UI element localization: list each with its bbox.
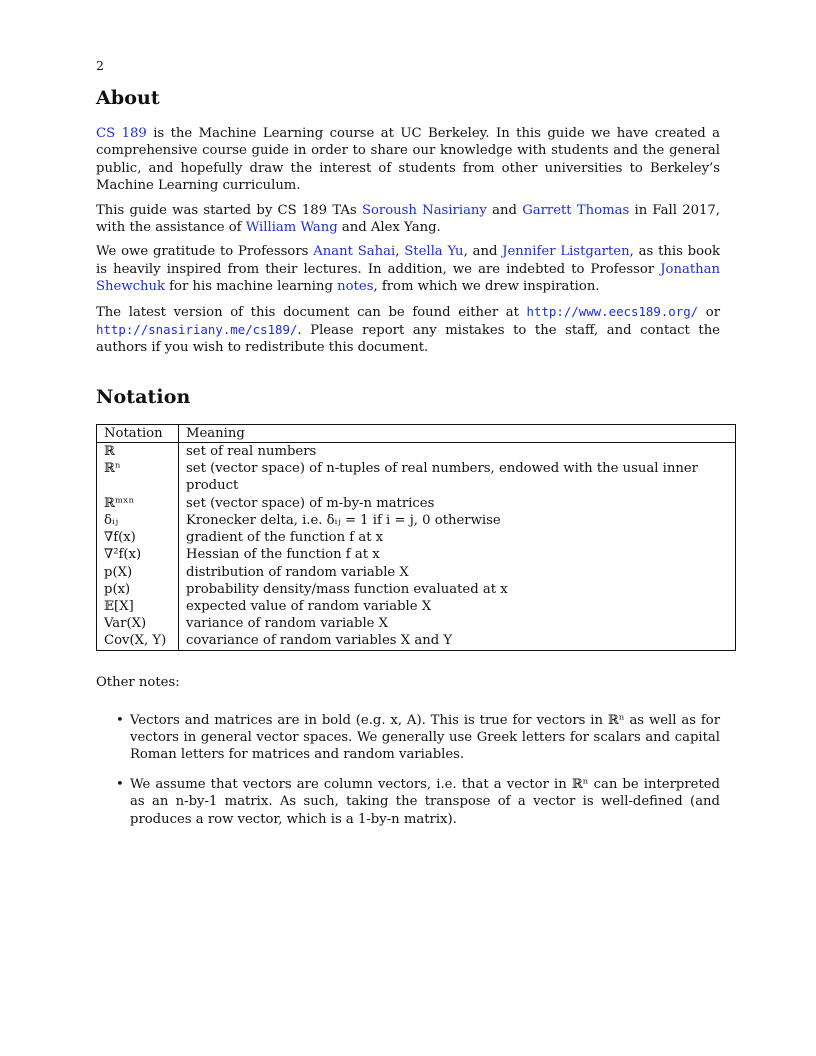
- column-header-meaning: Meaning: [179, 424, 736, 442]
- list-item: • Vectors and matrices are in bold (e.g. x, A). This is true for vectors in ℝⁿ as well as for vectors in general vector spaces. We generally use Greek letters for scalars and capital Roman letters for matrices and random variables.: [116, 712, 720, 763]
- table-row: [97, 546, 736, 563]
- notation-meaning: variance of random variable X: [179, 615, 736, 632]
- notation-meaning: set of real numbers: [179, 443, 736, 461]
- table-row: [97, 460, 736, 494]
- notation-meaning: set (vector space) of m-by-n matrices: [179, 495, 736, 512]
- notation-symbol: 𝔼[X]: [97, 598, 179, 615]
- notation-meaning: covariance of random variables X and Y: [179, 632, 736, 650]
- document-page: [96, 58, 720, 840]
- notation-symbol: ℝ: [97, 443, 179, 461]
- link-anant-sahai[interactable]: Anant Sahai: [313, 244, 396, 260]
- about-paragraph-2: This guide was started by CS 189 TAs Soroush Nasiriany and Garrett Thomas in Fall 2017, with the assistance of William Wang and Alex Yang.: [96, 202, 720, 236]
- notation-symbol: ℝⁿ: [97, 460, 179, 494]
- table-row: [97, 615, 736, 632]
- link-garrett-thomas[interactable]: Garrett Thomas: [522, 202, 630, 218]
- about-paragraph-4: The latest version of this document can be found either at http://www.eecs189.org/ or http://snasiriany.me/cs189/. Please report any mistakes to the staff, and contact the authors if you wish to redistribute this document.: [96, 303, 720, 356]
- table-row: [97, 529, 736, 546]
- bullet-icon: •: [116, 712, 124, 728]
- notation-table: [96, 424, 736, 651]
- link-jennifer-listgarten[interactable]: Jennifer Listgarten: [502, 244, 630, 260]
- table-row: [97, 564, 736, 581]
- notation-symbol: p(x): [97, 581, 179, 598]
- link-notes[interactable]: notes: [337, 279, 374, 295]
- table-row: [97, 495, 736, 512]
- about-heading: About: [96, 87, 160, 109]
- notation-heading: Notation: [96, 385, 191, 408]
- notation-symbol: Var(X): [97, 615, 179, 632]
- notation-meaning: probability density/mass function evaluated at x: [179, 581, 736, 598]
- about-paragraph-1: CS 189 is the Machine Learning course at UC Berkeley. In this guide we have created a comprehensive course guide in order to share our knowledge with students and the general public, and hopefully draw the interest of students from other universities to Berkeley’s Machine Learning curriculum.: [96, 126, 720, 194]
- notation-symbol: ∇f(x): [97, 529, 179, 546]
- notation-meaning: gradient of the function f at x: [179, 529, 736, 546]
- notation-symbol: ℝᵐˣⁿ: [97, 495, 179, 512]
- table-row: [97, 632, 736, 650]
- bullet-icon: •: [116, 776, 124, 792]
- table-header-row: [97, 424, 736, 442]
- link-cs189[interactable]: CS 189: [96, 126, 147, 141]
- notation-meaning: set (vector space) of n-tuples of real numbers, endowed with the usual inner product: [179, 460, 736, 494]
- notation-symbol: δᵢⱼ: [97, 512, 179, 529]
- link-jonathan-shewchuk[interactable]: Jonathan Shewchuk: [96, 261, 720, 295]
- link-snasiriany-url[interactable]: http://snasiriany.me/cs189/: [96, 322, 298, 338]
- other-notes-list: [96, 712, 720, 828]
- link-stella-yu[interactable]: Stella Yu: [404, 244, 464, 260]
- table-row: [97, 512, 736, 529]
- other-notes-label: Other notes:: [96, 674, 180, 690]
- notation-meaning: distribution of random variable X: [179, 564, 736, 581]
- table-row: [97, 443, 736, 461]
- notation-meaning: Kronecker delta, i.e. δᵢⱼ = 1 if i = j, 0 otherwise: [179, 512, 736, 529]
- table-row: [97, 581, 736, 598]
- link-eecs189-url[interactable]: http://www.eecs189.org/: [526, 303, 699, 319]
- column-header-notation: Notation: [97, 424, 179, 442]
- notation-meaning: expected value of random variable X: [179, 598, 736, 615]
- notation-symbol: p(X): [97, 564, 179, 581]
- table-row: [97, 598, 736, 615]
- page-number: 2: [96, 58, 104, 73]
- link-william-wang[interactable]: William Wang: [245, 220, 338, 236]
- notation-symbol: Cov(X, Y): [97, 632, 179, 650]
- about-paragraph-3: We owe gratitude to Professors Anant Sahai, Stella Yu, and Jennifer Listgarten, as this book is heavily inspired from their lectures. In addition, we are indebted to Professor Jonathan Shewchuk for his machine learning notes, from which we drew inspiration.: [96, 244, 720, 295]
- section-gap: [96, 364, 720, 386]
- list-item: • We assume that vectors are column vectors, i.e. that a vector in ℝⁿ can be interpreted as an n-by-1 matrix. As such, taking the transpose of a vector is well-defined (and produces a row vector, which is a 1-by-n matrix).: [116, 776, 720, 827]
- notation-symbol: ∇²f(x): [97, 546, 179, 563]
- link-soroush-nasiriany[interactable]: Soroush Nasiriany: [361, 202, 487, 218]
- notation-meaning: Hessian of the function f at x: [179, 546, 736, 563]
